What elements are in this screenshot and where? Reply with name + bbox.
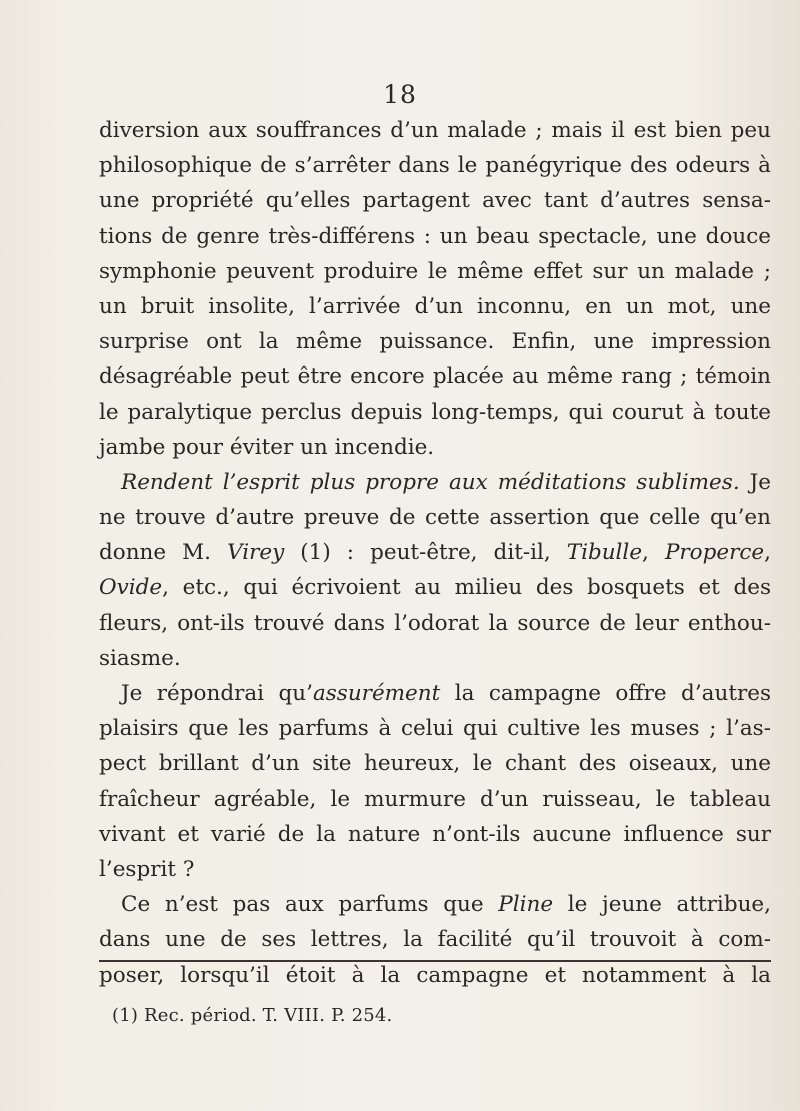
text-line: le paralytique perclus depuis long-temps, qui courut à toute (99, 399, 771, 425)
text-line: siasme. (99, 645, 181, 671)
text-line: ne trouve d’autre preuve de cette assertion que celle qu’en (99, 505, 771, 531)
text-line: l’esprit ? (99, 856, 195, 882)
text-line: surprise ont la même puissance. Enfin, une impression (99, 329, 771, 355)
text-line: symphonie peuvent produire le même effet sur un malade ; (99, 258, 771, 284)
text-line: un bruit insolite, l’arrivée d’un inconnu, en un mot, une (99, 293, 771, 319)
footnote: (1) Rec. périod. T. VIII. P. 254. (112, 1005, 393, 1026)
text-line: vivant et varié de la nature n’ont-ils aucune influence sur (99, 821, 771, 847)
text-line: pect brillant d’un site heureux, le chant des oiseaux, une (99, 751, 771, 777)
text-line: fleurs, ont-ils trouvé dans l’odorat la source de leur enthou- (99, 610, 771, 636)
text-line: poser, lorsqu’il étoit à la campagne et notamment à la (99, 962, 771, 988)
italic-name: Tibulle (566, 540, 643, 566)
italic-name: Properce (664, 540, 765, 566)
text-line: diversion aux souffrances d’un malade ; mais il est bien peu (99, 118, 771, 143)
text-line: Rendent l’esprit plus propre aux méditations sublimes. Je (121, 469, 771, 495)
italic-name: Virey (227, 540, 285, 566)
italic-name: Pline (498, 892, 554, 918)
footnote-rule (99, 960, 771, 962)
text-line: donne M. Virey (1) : peut-être, dit-il, Tibulle, Properce, (99, 540, 771, 566)
body-text (99, 113, 771, 993)
text-line: philosophique de s’arrêter dans le panégyrique des odeurs à (99, 153, 771, 179)
text-line: tions de genre très-différens : un beau spectacle, une douce (99, 223, 771, 249)
text-line: plaisirs que les parfums à celui qui cultive les muses ; l’as- (99, 716, 771, 742)
text-line: une propriété qu’elles partagent avec tant d’autres sensa- (99, 188, 771, 214)
text-line: Ovide, etc., qui écrivoient au milieu des bosquets et des (99, 575, 771, 601)
text-line: jambe pour éviter un incendie. (99, 434, 435, 460)
text-line: Ce n’est pas aux parfums que Pline le jeune attribue, (121, 892, 771, 918)
text-line: fraîcheur agréable, le murmure d’un ruisseau, le tableau (99, 786, 771, 812)
italic-phrase: assurément (312, 681, 441, 706)
italic-name: Ovide (99, 575, 163, 601)
text-line: désagréable peut être encore placée au même rang ; témoin (99, 364, 771, 390)
text-line: dans une de ses lettres, la facilité qu’il trouvoit à com- (99, 927, 771, 953)
page-number: 18 (383, 80, 417, 109)
text-line: Je répondrai qu’assurément la campagne offre d’autres (121, 681, 771, 706)
italic-phrase: Rendent l’esprit plus propre aux méditations sublimes. (121, 469, 740, 495)
